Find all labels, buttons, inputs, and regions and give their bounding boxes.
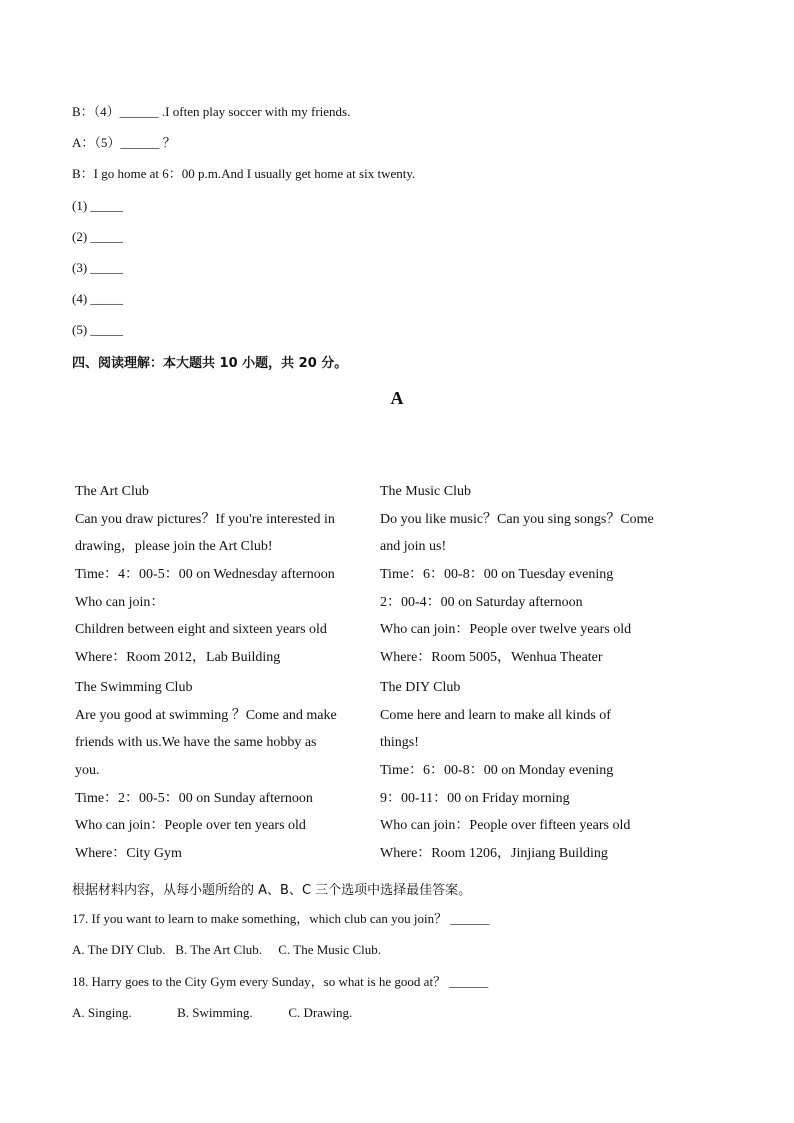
diy-club-who: Who can join：People over fifteen years old <box>380 818 631 834</box>
music-club-where: Where：Room 5005，Wenhua Theater <box>380 650 603 666</box>
swimming-club-line: friends with us.We have the same hobby as <box>75 735 317 751</box>
music-club-title: The Music Club <box>380 484 471 499</box>
dialogue-line-b4: B：（4）______ .I often play soccer with my friends. <box>72 104 351 119</box>
question-18: 18. Harry goes to the City Gym every Sunday，so what is he good at？ ______ <box>72 974 489 989</box>
answer-blank-5: (5) _____ <box>72 322 123 337</box>
music-club-line: Do you like music？Can you sing songs？Come <box>380 511 654 527</box>
question-17-options: A. The DIY Club. B. The Art Club. C. The Music Club. <box>72 942 381 957</box>
swimming-club-line: Are you good at swimming ？Come and make <box>75 707 337 723</box>
art-club-who: Children between eight and sixteen years old <box>75 622 327 638</box>
passage-letter: A <box>390 388 404 408</box>
swimming-club-block <box>75 674 375 868</box>
diy-club-line: Come here and learn to make all kinds of <box>380 707 611 723</box>
art-club-block <box>75 478 375 672</box>
answer-blank-1: (1) _____ <box>72 198 123 213</box>
diy-club-time-2: 9：00-11：00 on Friday morning <box>380 790 570 806</box>
art-club-line: Can you draw pictures？If you're interested in <box>75 511 335 527</box>
art-club-line: drawing，please join the Art Club! <box>75 539 273 555</box>
swimming-club-time: Time：2：00-5：00 on Sunday afternoon <box>75 790 313 806</box>
art-club-time: Time：4：00-5：00 on Wednesday afternoon <box>75 567 335 583</box>
diy-club-time: Time：6：00-8：00 on Monday evening <box>380 763 614 779</box>
swimming-club-line: you. <box>75 763 100 779</box>
answer-blank-2: (2) _____ <box>72 229 123 244</box>
music-club-time: Time：6：00-8：00 on Tuesday evening <box>380 567 614 583</box>
music-club-who: Who can join：People over twelve years old <box>380 622 632 638</box>
section-title: 四、阅读理解：本大题共 10 小题，共 20 分。 <box>72 356 348 371</box>
answer-blank-4: (4) _____ <box>72 291 123 306</box>
swimming-club-who: Who can join：People over ten years old <box>75 818 306 834</box>
diy-club-line: things! <box>380 735 419 751</box>
instruction-text: 根据材料内容，从每小题所给的 A、B、C 三个选项中选择最佳答案。 <box>72 883 472 898</box>
music-club-time-2: 2：00-4：00 on Saturday afternoon <box>380 594 583 610</box>
diy-club-block <box>380 674 680 868</box>
music-club-block <box>380 478 680 672</box>
swimming-club-where: Where：City Gym <box>75 846 182 862</box>
diy-club-title: The DIY Club <box>380 680 461 695</box>
answer-blank-3: (3) _____ <box>72 260 123 275</box>
question-17: 17. If you want to learn to make something，which club can you join？ ______ <box>72 911 490 926</box>
art-club-who-label: Who can join： <box>75 594 165 610</box>
art-club-title: The Art Club <box>75 484 149 499</box>
diy-club-where: Where：Room 1206，Jinjiang Building <box>380 846 608 862</box>
dialogue-line-a5: A：（5）______ ？ <box>72 135 176 150</box>
dialogue-line-b-last: B：I go home at 6：00 p.m.And I usually get home at six twenty. <box>72 166 416 181</box>
music-club-line: and join us! <box>380 539 447 555</box>
question-18-options: A. Singing. B. Swimming. C. Drawing. <box>72 1005 353 1020</box>
art-club-where: Where：Room 2012，Lab Building <box>75 650 281 666</box>
swimming-club-title: The Swimming Club <box>75 680 193 695</box>
